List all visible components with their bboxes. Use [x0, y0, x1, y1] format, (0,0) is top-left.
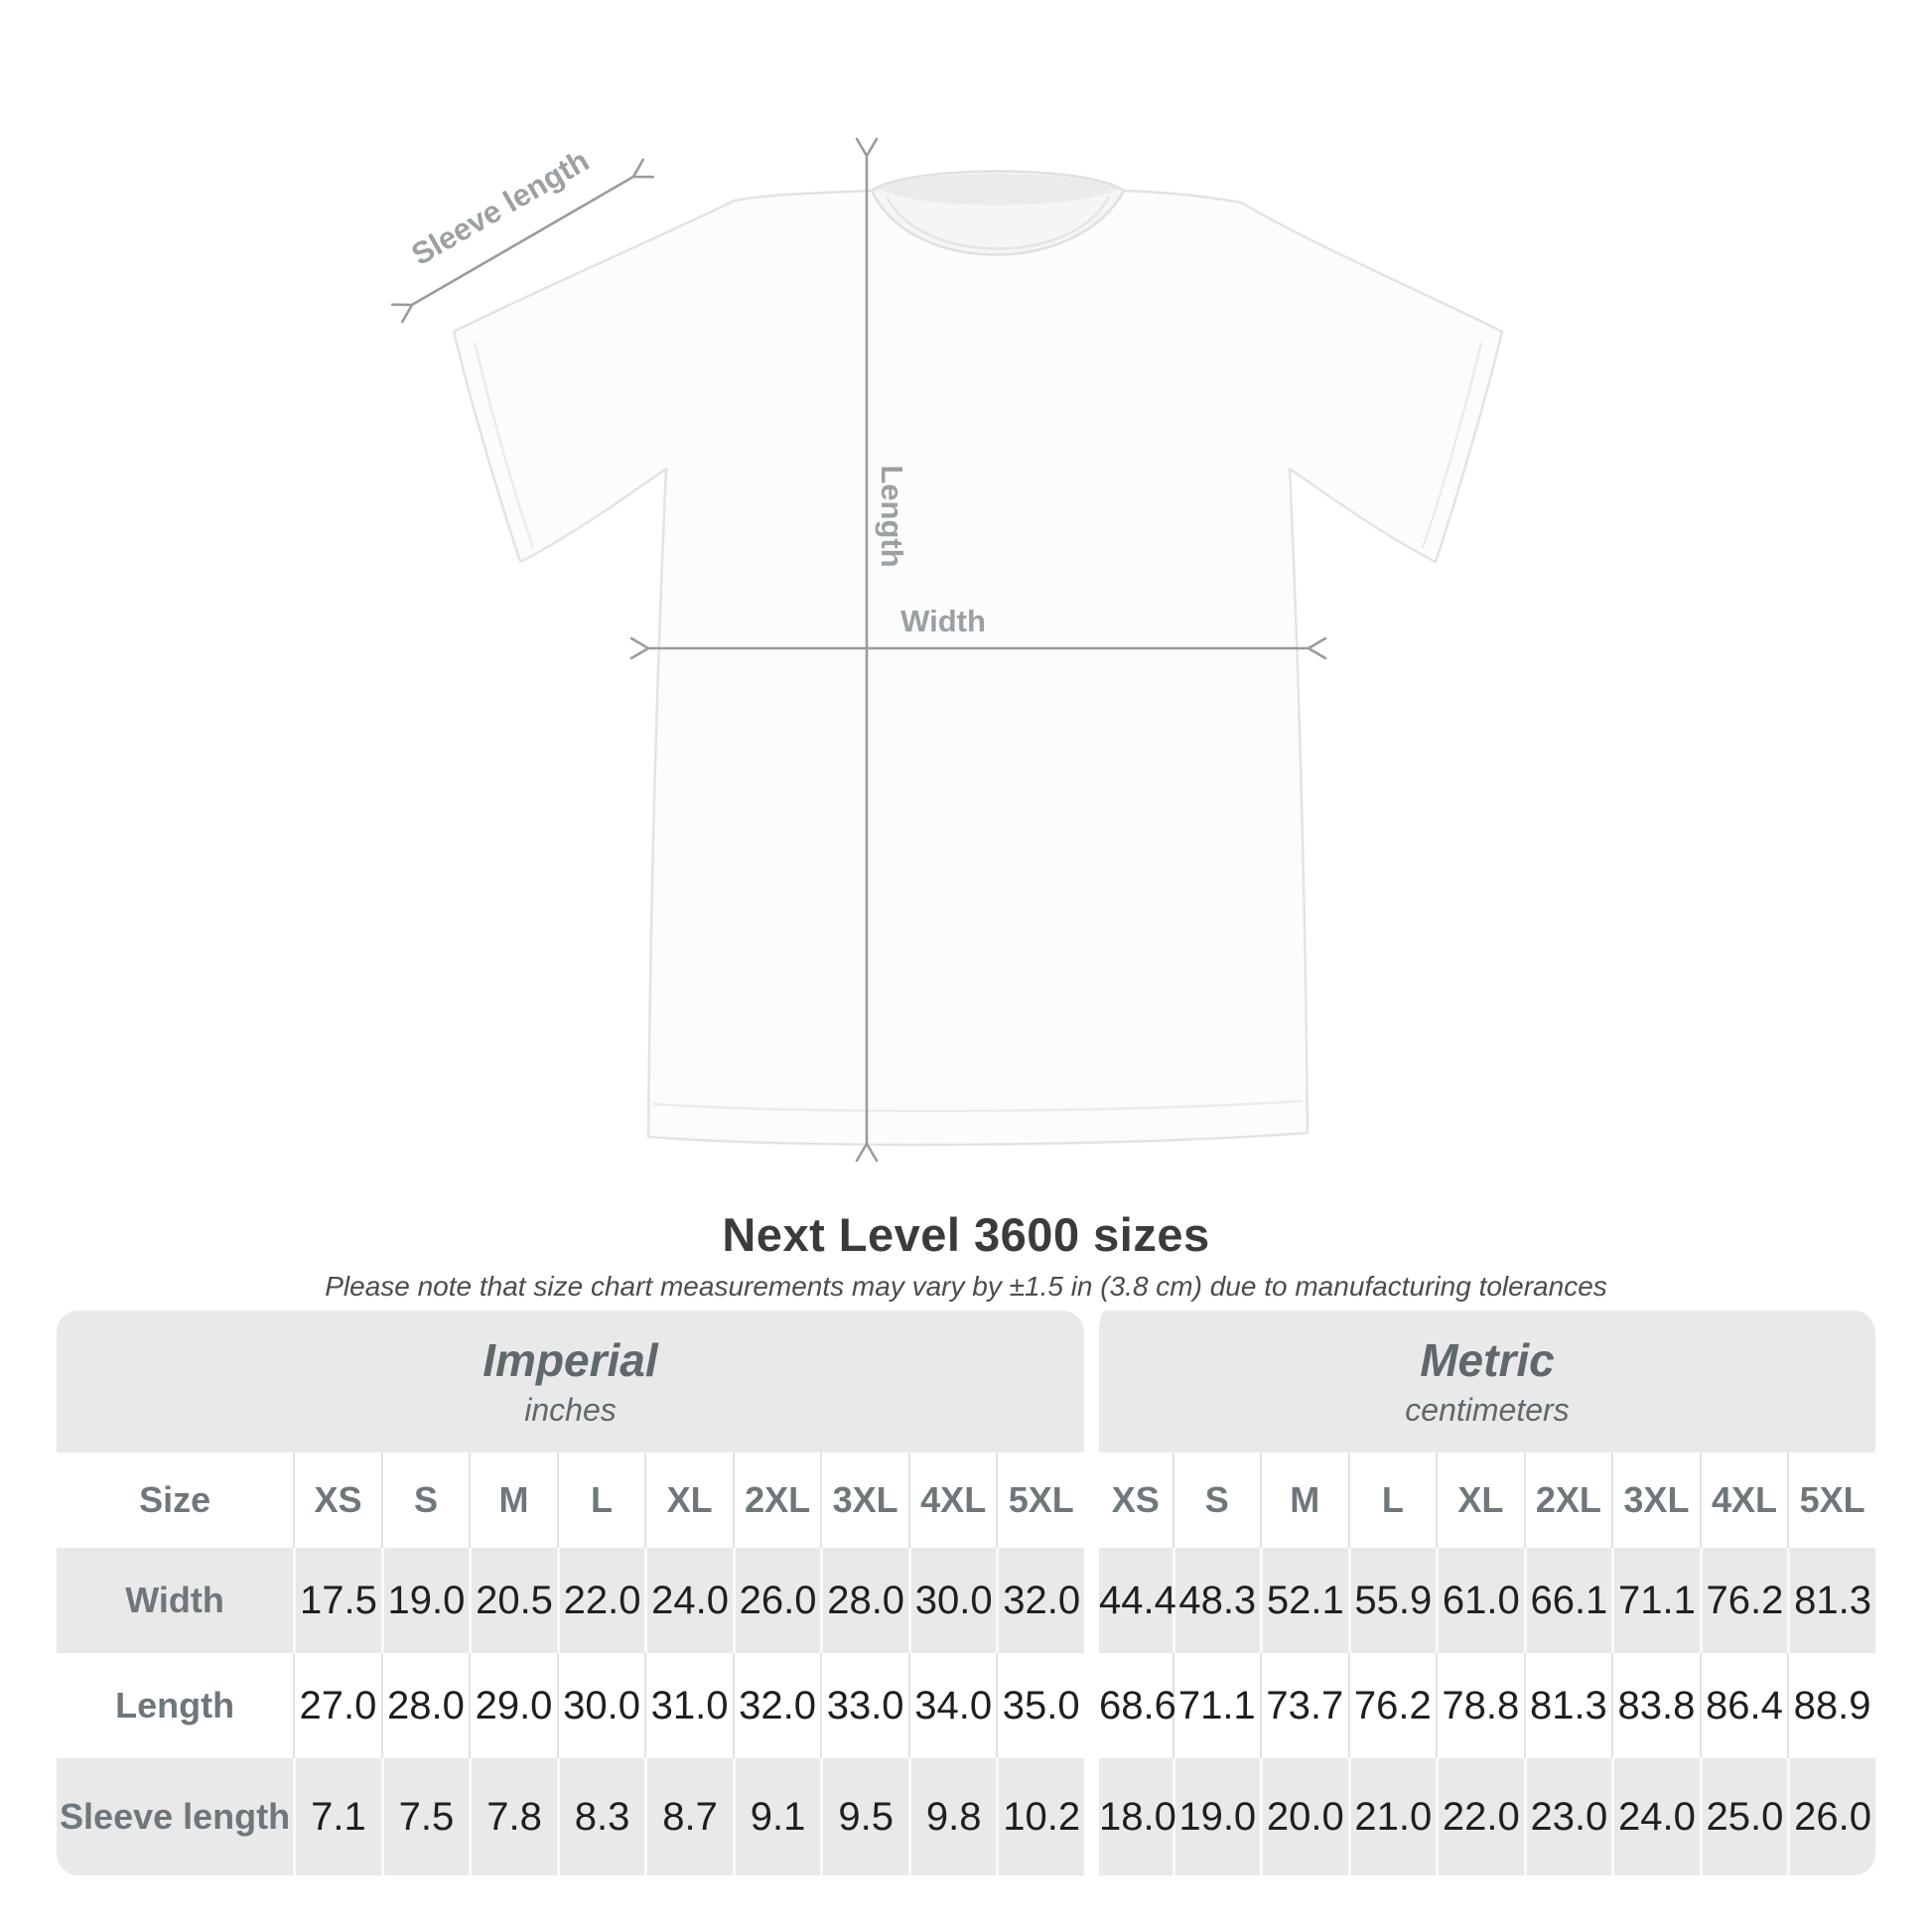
imperial-value-cell: 30.0 [908, 1548, 997, 1653]
size-table [57, 1311, 1875, 1875]
metric-value-cell: 76.2 [1700, 1548, 1788, 1653]
metric-value-cell: 66.1 [1524, 1548, 1612, 1653]
width-label: Width [900, 604, 986, 638]
tshirt-illustration [454, 172, 1502, 1145]
metric-value-cell: 21.0 [1348, 1758, 1437, 1875]
imperial-value-cell: 27.0 [293, 1653, 381, 1758]
imperial-size-header: 5XL [996, 1452, 1084, 1548]
imperial-value-cell: 9.8 [908, 1758, 997, 1875]
metric-value-cell: 22.0 [1436, 1758, 1524, 1875]
imperial-value-cell: 32.0 [996, 1548, 1084, 1653]
metric-value-cell: 25.0 [1700, 1758, 1788, 1875]
size-table-container [57, 1311, 1875, 1875]
length-label: Length [875, 465, 909, 568]
imperial-value-cell: 19.0 [381, 1548, 470, 1653]
metric-size-header: XS [1084, 1452, 1173, 1548]
size-column-header: Size [57, 1452, 293, 1548]
imperial-value-cell: 7.5 [381, 1758, 470, 1875]
metric-band-title: Metric [1420, 1333, 1555, 1386]
tolerance-note: Please note that size chart measurements may vary by ±1.5 in (3.8 cm) due to manufacturing tolerances [325, 1271, 1607, 1302]
metric-value-cell: 78.8 [1436, 1653, 1524, 1758]
imperial-value-cell: 26.0 [733, 1548, 821, 1653]
imperial-value-cell: 34.0 [908, 1653, 997, 1758]
imperial-value-cell: 7.1 [293, 1758, 381, 1875]
metric-value-cell: 71.1 [1611, 1548, 1700, 1653]
metric-value-cell: 76.2 [1348, 1653, 1437, 1758]
measurement-row [57, 1758, 1875, 1875]
imperial-value-cell: 32.0 [733, 1653, 821, 1758]
imperial-size-header: 3XL [820, 1452, 908, 1548]
imperial-value-cell: 30.0 [557, 1653, 645, 1758]
metric-value-cell: 88.9 [1787, 1653, 1875, 1758]
metric-size-header: 2XL [1524, 1452, 1612, 1548]
imperial-band-unit: inches [524, 1391, 617, 1428]
metric-value-cell: 20.0 [1260, 1758, 1348, 1875]
imperial-value-cell: 35.0 [996, 1653, 1084, 1758]
metric-size-header: M [1260, 1452, 1348, 1548]
measurement-row [57, 1653, 1875, 1758]
metric-value-cell: 71.1 [1173, 1653, 1261, 1758]
metric-band-unit: centimeters [1405, 1391, 1570, 1428]
imperial-value-cell: 9.1 [733, 1758, 821, 1875]
imperial-value-cell: 17.5 [293, 1548, 381, 1653]
imperial-value-cell: 8.7 [644, 1758, 733, 1875]
metric-value-cell: 81.3 [1524, 1653, 1612, 1758]
metric-band [1084, 1311, 1875, 1452]
imperial-value-cell: 31.0 [644, 1653, 733, 1758]
imperial-size-header: S [381, 1452, 470, 1548]
imperial-size-header: M [469, 1452, 557, 1548]
metric-value-cell: 83.8 [1611, 1653, 1700, 1758]
metric-value-cell: 18.0 [1084, 1758, 1173, 1875]
metric-value-cell: 24.0 [1611, 1758, 1700, 1875]
imperial-value-cell: 10.2 [996, 1758, 1084, 1875]
imperial-size-header: L [557, 1452, 645, 1548]
imperial-size-header: 2XL [733, 1452, 821, 1548]
size-header-row [57, 1452, 1875, 1548]
measurement-row [57, 1548, 1875, 1653]
row-label: Length [57, 1653, 293, 1758]
sleeve-length-label: Sleeve length [405, 142, 596, 273]
imperial-value-cell: 7.8 [469, 1758, 557, 1875]
imperial-value-cell: 22.0 [557, 1548, 645, 1653]
imperial-size-header: 4XL [908, 1452, 997, 1548]
imperial-value-cell: 24.0 [644, 1548, 733, 1653]
imperial-value-cell: 28.0 [381, 1653, 470, 1758]
metric-size-header: 4XL [1700, 1452, 1788, 1548]
metric-value-cell: 73.7 [1260, 1653, 1348, 1758]
units-band-row [57, 1311, 1875, 1452]
imperial-value-cell: 8.3 [557, 1758, 645, 1875]
metric-size-header: XL [1436, 1452, 1524, 1548]
metric-value-cell: 68.6 [1084, 1653, 1173, 1758]
metric-value-cell: 55.9 [1348, 1548, 1437, 1653]
imperial-size-header: XS [293, 1452, 381, 1548]
metric-size-header: 3XL [1611, 1452, 1700, 1548]
metric-size-header: L [1348, 1452, 1437, 1548]
metric-value-cell: 26.0 [1787, 1758, 1875, 1875]
imperial-value-cell: 29.0 [469, 1653, 557, 1758]
imperial-band-title: Imperial [483, 1333, 658, 1386]
imperial-value-cell: 9.5 [820, 1758, 908, 1875]
imperial-value-cell: 20.5 [469, 1548, 557, 1653]
imperial-size-header: XL [644, 1452, 733, 1548]
metric-size-header: S [1173, 1452, 1261, 1548]
metric-value-cell: 61.0 [1436, 1548, 1524, 1653]
metric-value-cell: 48.3 [1173, 1548, 1261, 1653]
tshirt-body [454, 191, 1502, 1145]
metric-value-cell: 52.1 [1260, 1548, 1348, 1653]
row-label: Width [57, 1548, 293, 1653]
metric-value-cell: 86.4 [1700, 1653, 1788, 1758]
metric-size-header: 5XL [1787, 1452, 1875, 1548]
metric-value-cell: 44.4 [1084, 1548, 1173, 1653]
page-title: Next Level 3600 sizes [722, 1208, 1210, 1261]
imperial-value-cell: 33.0 [820, 1653, 908, 1758]
metric-value-cell: 81.3 [1787, 1548, 1875, 1653]
imperial-band [57, 1311, 1084, 1452]
row-label: Sleeve length [57, 1758, 293, 1875]
metric-value-cell: 23.0 [1524, 1758, 1612, 1875]
imperial-value-cell: 28.0 [820, 1548, 908, 1653]
metric-value-cell: 19.0 [1173, 1758, 1261, 1875]
